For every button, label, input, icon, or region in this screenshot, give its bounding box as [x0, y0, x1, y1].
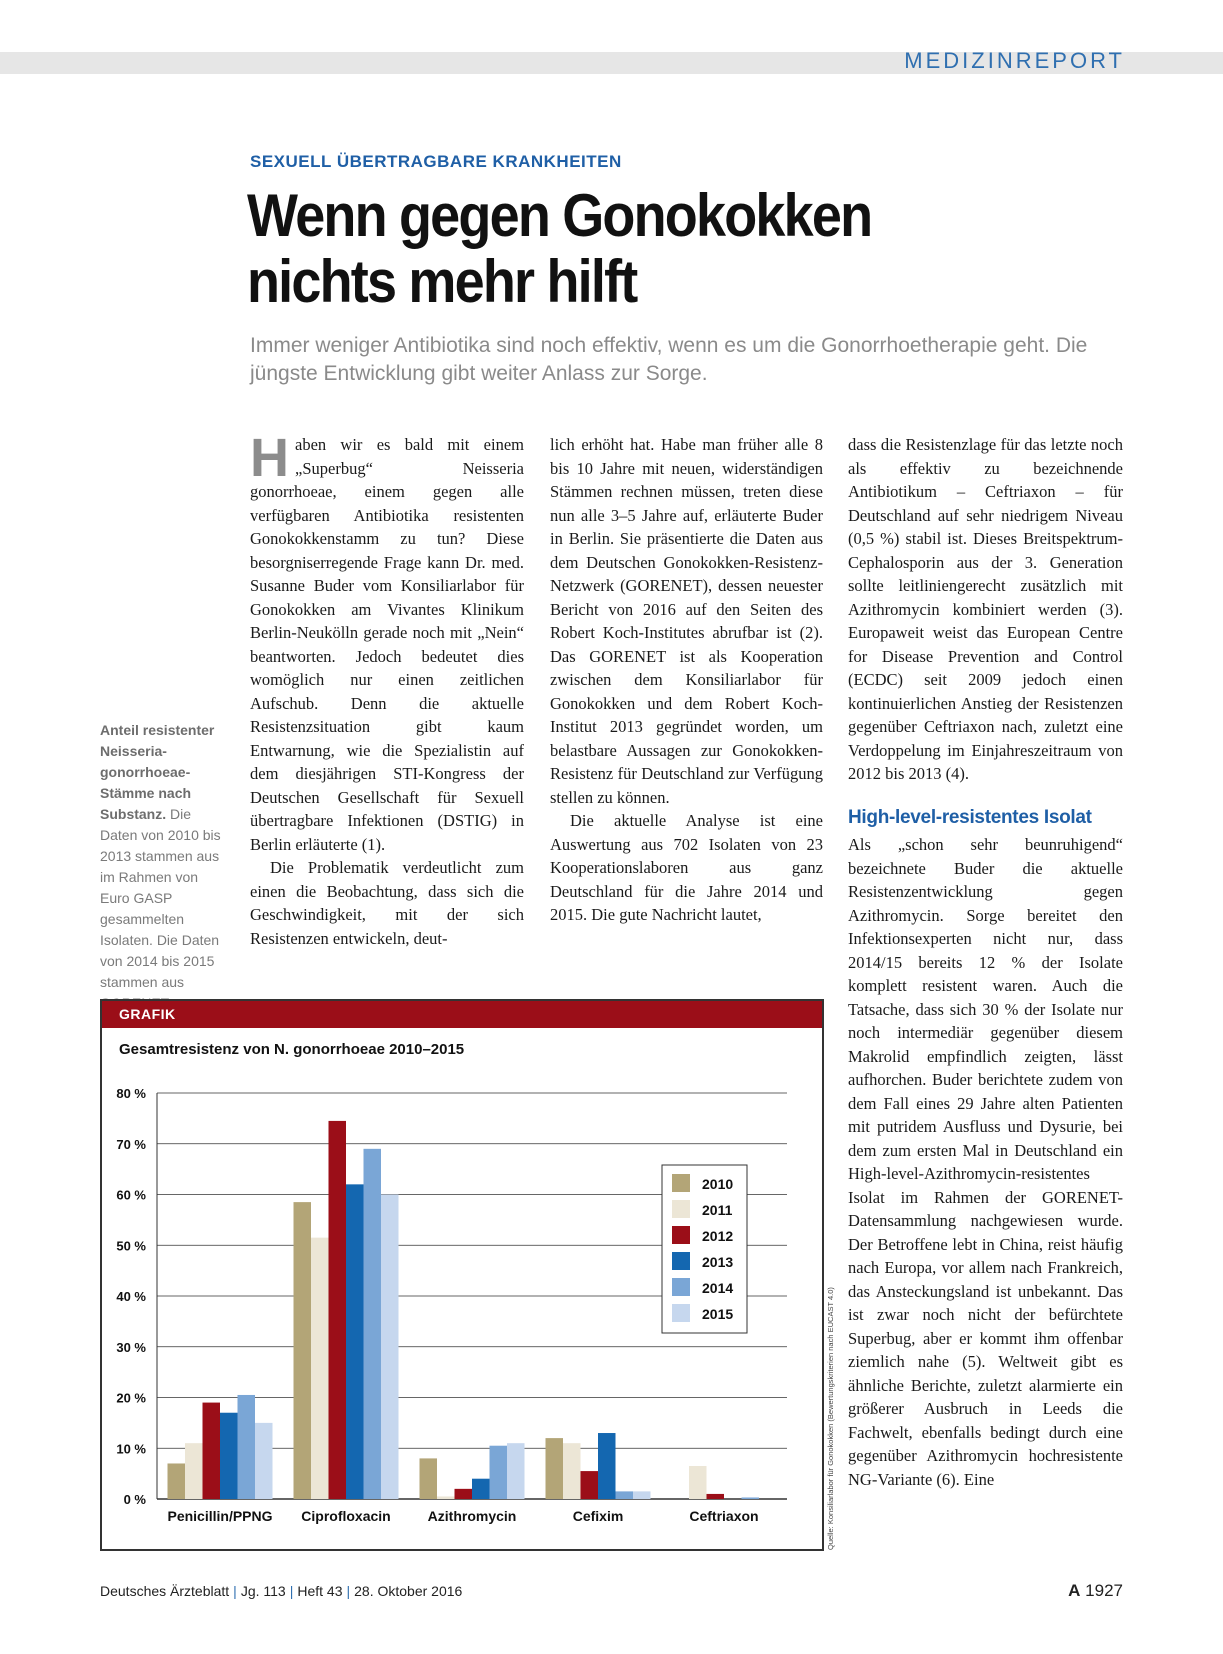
- bar-2014: [616, 1491, 634, 1499]
- text-column-2: [550, 433, 823, 927]
- chart-title: Gesamtresistenz von N. gonorrhoeae 2010–2015: [119, 1041, 465, 1058]
- bar-2012: [455, 1489, 473, 1499]
- bar-2012: [203, 1403, 221, 1499]
- x-category-label: Cefixim: [572, 1508, 624, 1524]
- bar-2015: [507, 1443, 525, 1499]
- headline-line-2: nichts mehr hilft: [247, 248, 637, 315]
- paragraph: Die aktuelle Analyse ist eine Auswertung aus 702 Isolaten von 23 Kooperationslaboren aus ganz Deutschland für die Jahre 2014 und 2015. Die gute Nachricht lautet,: [550, 811, 823, 924]
- y-tick-label: 80 %: [116, 1086, 146, 1101]
- separator: |: [346, 1583, 351, 1599]
- legend-label: 2014: [702, 1280, 734, 1296]
- paragraph: Als „schon sehr beunruhigend“ bezeichnete Buder die aktuelle Resistenzentwicklung gegen Azithromycin. Sorge bereitet den Infektionsexperten nicht nur, dass 2014/15 bereits 12 % der Isolate komplett resistent waren. Auch die Tatsache, dass sich 30 % der Isolate nur noch intermediär gegenüber diesem Makrolid empfindlich zeigten, lässt aufhorchen. Buder berichtete zudem von dem Fall eines 29 Jahre alten Patienten mit putridem Ausfluss und Dysurie, bei dem zum ersten Mal in Deutschland ein High-level-Azithromycin-resistentes Isolat im Rahmen der GORENET-Datensammlung nachgewiesen wurde. Der Betroffene lebt in China, reist häufig nach Europa, vor allem nach Frankreich, das Ansteckungsland ist unbekannt. Das ist zwar noch nicht der befürchtete Superbug, aber er kommt ihm offenbar ziemlich nahe (5). Weltweit gibt es ähnliche Berichte, zuletzt alarmierte ein größerer Ausbruch in Leeds die Fachwelt, ebenfalls bedingt durch eine gegenüber Azithromycin hochresistente NG-Variante (6). Eine: [848, 835, 1123, 1489]
- legend-swatch: [672, 1226, 690, 1244]
- bar-2014: [742, 1497, 760, 1499]
- bar-2010: [546, 1438, 564, 1499]
- article-standfirst: Immer weniger Antibiotika sind noch effektiv, wenn es um die Gonorrhoetherapie geht. Die jüngste Entwicklung gibt weiter Anlass zur Sorge.: [250, 334, 1088, 385]
- headline-line-1: Wenn gegen Gonokokken: [247, 182, 872, 249]
- legend-label: 2013: [702, 1254, 734, 1270]
- drop-cap: H: [250, 428, 289, 488]
- chart-source-note: Quelle: Konsiliarlabor für Gonokokken (Bewertungskriterien nach EUCAST 4.0): [826, 1287, 835, 1550]
- bar-2013: [346, 1184, 364, 1499]
- bar-2011: [185, 1443, 203, 1499]
- bar-2012: [707, 1494, 725, 1499]
- legend-label: 2012: [702, 1228, 734, 1244]
- y-tick-label: 0 %: [123, 1492, 146, 1507]
- bar-2011: [437, 1496, 455, 1499]
- journal-date: 28. Oktober 2016: [354, 1583, 463, 1599]
- journal-issue: Heft 43: [297, 1583, 343, 1599]
- bar-2014: [364, 1149, 382, 1499]
- bar-2014: [490, 1446, 508, 1499]
- legend-swatch: [672, 1200, 690, 1218]
- legend-swatch: [672, 1252, 690, 1270]
- separator: |: [233, 1583, 237, 1599]
- y-tick-label: 60 %: [116, 1187, 146, 1203]
- paragraph: [250, 428, 524, 856]
- journal-volume: Jg. 113: [240, 1583, 286, 1599]
- x-category-label: Azithromycin: [427, 1508, 517, 1524]
- bar-2015: [381, 1195, 399, 1500]
- article-kicker: SEXUELL ÜBERTRAGBARE KRANKHEITEN: [250, 152, 622, 171]
- subheading: High-level-resistentes Isolat: [848, 806, 1092, 828]
- paragraph: Die Problematik verdeutlicht zum einen die Beobachtung, dass sich die Geschwindigkeit, mit der sich Resistenzen entwickeln, deut-: [250, 858, 524, 948]
- page-number: [1068, 1581, 1123, 1601]
- article-headline: [247, 183, 1057, 315]
- text-column-3: [848, 433, 1123, 1491]
- y-tick-label: 50 %: [116, 1238, 146, 1254]
- legend-swatch: [672, 1304, 690, 1322]
- y-tick-label: 70 %: [116, 1136, 146, 1152]
- y-tick-label: 30 %: [116, 1339, 146, 1355]
- x-category-label: Penicillin/PPNG: [167, 1508, 273, 1524]
- journal-name: Deutsches Ärzteblatt: [100, 1583, 230, 1599]
- figure-caption: [100, 720, 228, 1014]
- bar-2013: [472, 1479, 490, 1499]
- paragraph-text: aben wir es bald mit einem „Superbug“ Neisseria gonorrhoeae, einem gegen alle verfügbaren Antibiotika resistenten Gonokokkenstamm zu tun? Diese besorgniserregende Frage kann Dr. med. Susanne Buder vom Konsiliarlabor für Gonokokken am Vivantes Klinikum Berlin-Neukölln gerade noch mit „Nein“ beantworten. Jedoch bedeutet dies womöglich nur einen zeitlichen Aufschub. Denn die aktuelle Resistenzsituation gibt kaum Entwarnung, wie die Spezialistin auf dem diesjährigen STI-Kongress der Deutschen Gesellschaft für Sexuell übertragbare Infektionen (DSTIG) in Berlin erläuterte (1).: [250, 435, 524, 854]
- bar-2013: [220, 1413, 238, 1499]
- bar-2013: [598, 1433, 616, 1499]
- bar-2010: [168, 1463, 186, 1499]
- chart-figure: [100, 999, 824, 1551]
- legend-label: 2010: [702, 1176, 734, 1192]
- paragraph: lich erhöht hat. Habe man früher alle 8 bis 10 Jahre mit neuen, widerständigen Stämmen rechnen müssen, treten diese nun alle 3–5 Jahre auf, erläuterte Buder in Berlin. Sie präsentierte die Daten aus dem Deutschen Gonokokken-Resistenz-Netzwerk (GORENET), dessen neuester Bericht von 2016 auf den Seiten des Robert Koch-Institutes abrufbar ist (2). Das GORENET ist als Kooperation zwischen dem Konsiliarlabor für Gonokokken und dem Robert Koch-Institut 2013 gegründet worden, um belastbare Aussagen zur Gonokokken-Resistenz für Deutschland zur Verfügung stellen zu können.: [550, 435, 823, 807]
- page-prefix: A: [1068, 1581, 1081, 1600]
- x-category-label: Ceftriaxon: [689, 1508, 759, 1524]
- paragraph: dass die Resistenzlage für das letzte noch als effektiv zu bezeichnende Antibiotikum – Ceftriaxon – für Deutschland auf sehr niedrigem Niveau (0,5 %) stabil ist. Dieses Breitspektrum-Cephalosporin aus der 3. Generation sollte leitliniengerecht zusätzlich mit Azithromycin kombiniert werden (3). Europaweit weist das European Centre for Disease Prevention and Control (ECDC) seit 2009 jedoch einen kontinuierlichen Anstieg der Resistenzen gegenüber Ceftriaxon nach, zuletzt eine Verdoppelung im Einjahreszeitraum von 2012 bis 2013 (4).: [848, 435, 1123, 783]
- bar-chart: [102, 1001, 822, 1549]
- bar-2012: [329, 1121, 347, 1499]
- bar-2011: [311, 1238, 329, 1499]
- bar-2010: [294, 1202, 312, 1499]
- bar-2010: [420, 1458, 438, 1499]
- separator: |: [289, 1583, 294, 1599]
- y-tick-label: 20 %: [116, 1390, 146, 1406]
- bar-2014: [238, 1395, 256, 1499]
- y-tick-label: 40 %: [116, 1289, 146, 1304]
- x-category-label: Ciprofloxacin: [301, 1508, 391, 1524]
- caption-text: Die Daten von 2010 bis 2013 stammen aus im Rahmen von Euro GASP gesammelten Isolaten. Die Daten von 2014 bis 2015 stammen aus: [100, 806, 221, 990]
- bar-2012: [581, 1471, 599, 1499]
- caption-title: Anteil resistenter Neisseria-gonorrhoeae-Stämme nach Substanz.: [100, 722, 215, 822]
- bar-2015: [633, 1491, 651, 1499]
- footer-citation: [100, 1583, 462, 1599]
- legend-label: 2011: [702, 1202, 733, 1218]
- text-column-1: [250, 428, 524, 950]
- section-label: MEDIZINREPORT: [904, 48, 1125, 73]
- bar-2011: [689, 1466, 707, 1499]
- legend-label: 2015: [702, 1306, 734, 1322]
- legend-swatch: [672, 1174, 690, 1192]
- y-tick-label: 10 %: [116, 1441, 146, 1457]
- chart-header: GRAFIK: [102, 1001, 822, 1028]
- bar-2015: [255, 1423, 273, 1499]
- page-number-value: 1927: [1085, 1581, 1123, 1600]
- bar-2011: [563, 1443, 581, 1499]
- legend-swatch: [672, 1278, 690, 1296]
